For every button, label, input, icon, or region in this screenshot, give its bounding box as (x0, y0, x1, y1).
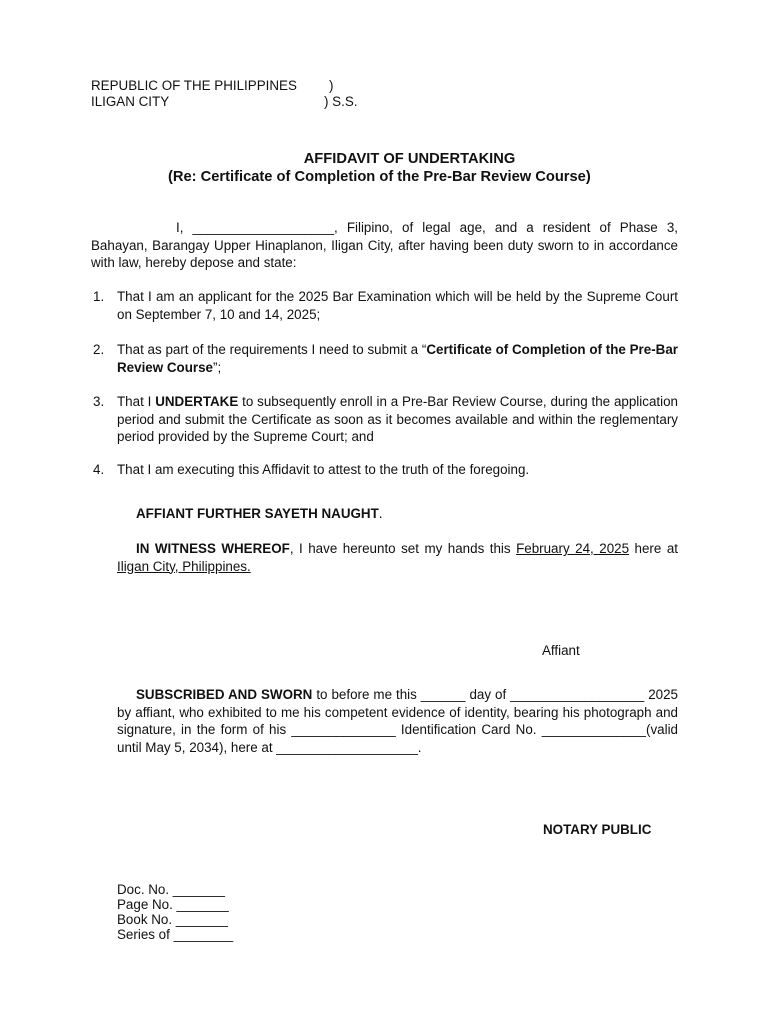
doc-no: Doc. No. _______ (117, 882, 225, 897)
witness-pre: , I have hereunto set my hands this (289, 541, 517, 556)
jurat-text: to before me this ______ day of __________________ 2025 by affiant, who exhibited to me his competent evidence of identity, bearing his photograph and signature, in the form of his ______________ Identification Card No. ______________(valid until May 5, 2034), here at ___________________. (117, 687, 678, 755)
jurat-paragraph (117, 686, 678, 756)
item-text (117, 393, 678, 446)
series-of: Series of ________ (117, 927, 234, 942)
page-no: Page No. _______ (117, 897, 229, 912)
witness-date: February 24, 2025 (516, 541, 630, 556)
item-text-bold: UNDERTAKE (155, 394, 239, 409)
notarial-register-block (117, 882, 233, 942)
item-number: 4. (93, 462, 105, 477)
witness-bold: IN WITNESS WHEREOF (136, 541, 290, 556)
venue-line-republic (91, 78, 411, 94)
item-number: 2. (93, 342, 105, 357)
witness-paragraph (117, 540, 678, 575)
item-number: 3. (93, 394, 105, 409)
venue-bracket: ) (329, 78, 334, 93)
intro-text: I, ___________________, Filipino, of legal age, and a resident of Phase 3, Bahayan, Barangay Upper Hinaplanon, Iligan City, after having been duty sworn to in accordance with law, hereby depose and state: (91, 220, 678, 270)
further-bold: AFFIANT FURTHER SAYETH NAUGHT (136, 506, 379, 521)
item-text (117, 341, 678, 376)
witness-place: Iligan City, Philippines. (117, 558, 251, 574)
book-no: Book No. _______ (117, 912, 228, 927)
venue-city: ILIGAN CITY (91, 93, 170, 109)
item-text: That I am executing this Affidavit to attest to the truth of the foregoing. (117, 462, 530, 477)
item-number: 1. (93, 289, 105, 304)
further-period: . (378, 506, 383, 521)
item-text-bold: Certificate of Completion of the Pre-Bar Review Course (117, 342, 678, 375)
affiant-label: Affiant (542, 643, 580, 658)
item-text: That I am an applicant for the 2025 Bar Examination which will be held by the Supreme Court on September 7, 10 and 14, 2025; (117, 289, 678, 322)
venue-line-city (91, 94, 411, 110)
item-text-pre: That I (117, 394, 156, 409)
jurat-bold: SUBSCRIBED AND SWORN (136, 687, 313, 702)
further-sayeth-line (136, 505, 383, 523)
intro-paragraph (91, 219, 678, 272)
document-subtitle: (Re: Certificate of Completion of the Pre-Bar Review Course) (168, 169, 591, 185)
item-text-post: ”; (213, 359, 222, 375)
item-text-pre: That as part of the requirements I need to submit a “ (117, 342, 427, 357)
item-text-post: to subsequently enroll in a Pre-Bar Review Course, during the application period and submit the Certificate as soon as it becomes available and within the reglementary period provided by the Supreme Court; and (117, 394, 678, 444)
notary-public-label: NOTARY PUBLIC (543, 822, 652, 837)
venue-ss: ) S.S. (324, 93, 358, 109)
venue-republic: REPUBLIC OF THE PHILIPPINES (91, 78, 297, 93)
document-title: AFFIDAVIT OF UNDERTAKING (303, 151, 516, 167)
venue-block (91, 78, 411, 109)
witness-mid: here at (629, 541, 678, 556)
